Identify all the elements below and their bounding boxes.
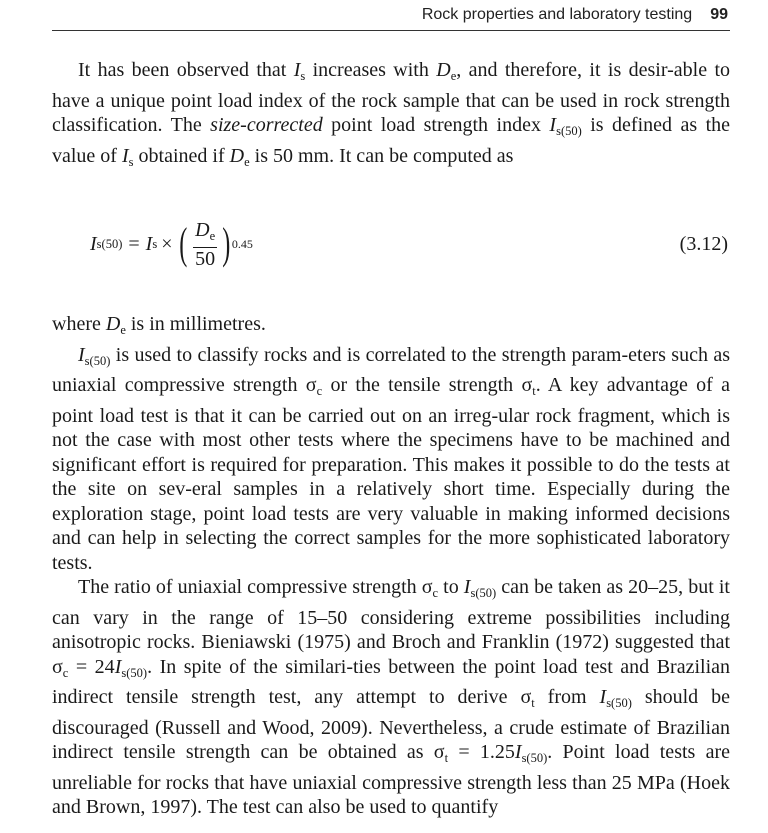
paragraph-main-body: where $D_e$ is in millimetres. $I_{s(50)}$ is used to classify rocks and is correlated to the strength param-eters such as uniaxial compressive strength $\sigma_c$ or the tensile strength $\sigma_t$. A key advantage of a point load test is that it can be carried out on an irreg-ular rock fragment, which is not the case with most other tests where the specimens have to be machined and significant effort is required for preparation. This makes it possible to do the tests at the site on sev-eral samples in a relatively short time. Especially during the exploration stage, point load tests are very valuable in making informed decisions and can help in selecting the correct samples for the more sophisticated laboratory tests. The ratio of uniaxial compressive strength $\sigma_c$ to $I_{s(50)}$ can be taken as 20–25, but it can vary in the range of 15–50 considering extreme possibilities including anisotropic rocks. Bieniawski (1975) and Broch and Franklin (1972) suggested that $\sigma_c = 24I_{s(50)}$. In spite of the similari-ties between the point load test and Brazilian indirect tensile strength test, any attempt to derive $\sigma_t$ from $I_{s(50)}$ should be discouraged (Russell and Wood, 2009). Nevertheless, a crude estimate of Brazilian indirect tensile strength can be obtained as $\sigma_t = 1.25I_{s(50)}$. Point load tests are unreliable for rocks that have uniaxial compressive strength less than 25 MPa (Hoek and Brown, 1997). The test can also be used to quantify — [52, 313, 731, 818]
equation-number: (3.12) — [679, 233, 728, 255]
fraction-de-over-50: $\frac{D_e}{50}$ — [195, 218, 216, 270]
running-title: Rock properties and laboratory testing — [421, 6, 693, 23]
page-number: 99 — [710, 6, 728, 23]
paragraph-size-corrected-index: It has been observed that $I_s$ increases with $D_e$, and therefore, it is desir-able to have a unique point load index of the rock sample that can be used in rock strength classification. The size-corrected point load strength index $I_{s(50)}$ is defined as the value of $I_s$ obtained if $D_e$ is 50 mm. It can be computed as — [52, 59, 730, 169]
header-rule — [52, 30, 730, 31]
equation-3-12: I s(50) = I s × ( $\frac{D_e}{50}$ ) 0.45 — [90, 218, 253, 270]
running-header — [422, 6, 728, 24]
